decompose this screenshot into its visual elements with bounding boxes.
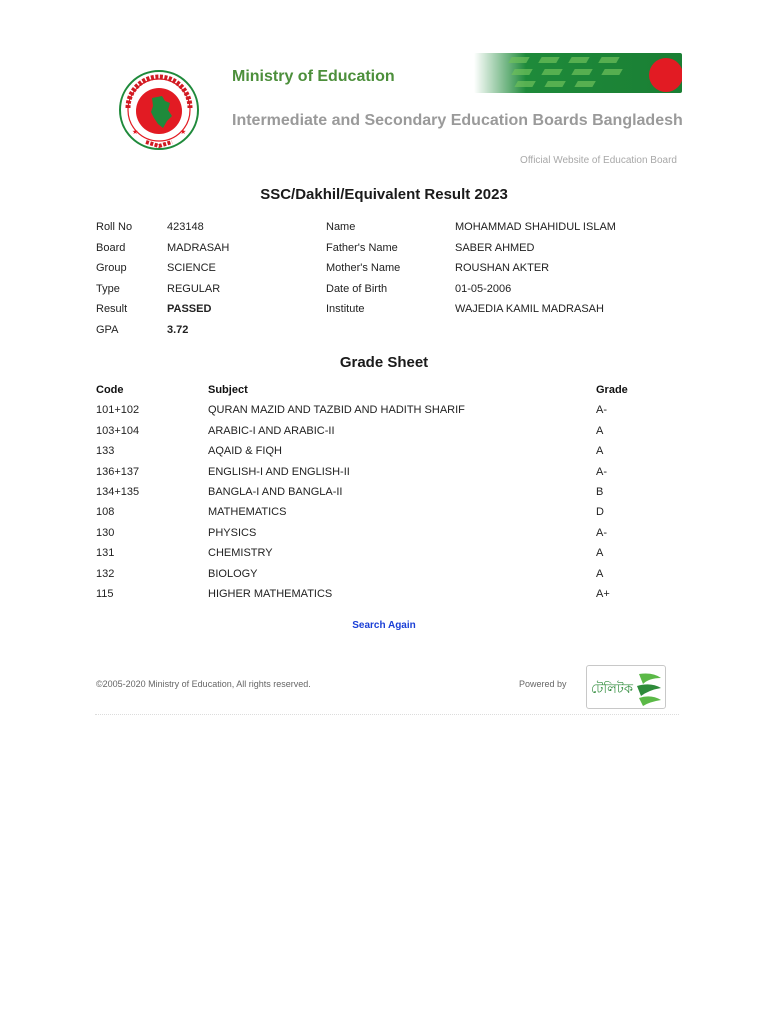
info-row (96, 303, 696, 324)
info-row (96, 262, 696, 283)
govt-seal-logo (118, 68, 200, 156)
subject-name: ENGLISH-I AND ENGLISH-II (208, 465, 350, 478)
student-info (96, 221, 696, 344)
gpa-value: 3.72 (167, 323, 189, 336)
teletalk-logo[interactable] (586, 665, 666, 709)
name-label: Name (326, 221, 356, 233)
table-row (96, 425, 696, 445)
subject-code: 133 (96, 445, 115, 458)
dob-label: Date of Birth (326, 282, 388, 295)
teletalk-logo-icon (587, 666, 665, 708)
svg-text:★: ★ (180, 128, 187, 136)
subject-header: Subject (208, 384, 248, 396)
subject-grade: D (596, 506, 604, 519)
subject-grade: A (596, 567, 604, 580)
subject-code: 108 (96, 506, 115, 519)
subject-grade: A (596, 424, 604, 437)
subject-code: 103+104 (96, 424, 140, 437)
code-header: Code (96, 384, 124, 396)
subject-name: BANGLA-I AND BANGLA-II (208, 485, 343, 498)
type-value: REGULAR (167, 282, 221, 295)
grade-table-header (96, 384, 696, 404)
boards-title: Intermediate and Secondary Education Boards Bangladesh (232, 112, 683, 129)
grade-sheet-title: Grade Sheet (339, 354, 429, 371)
info-row (96, 242, 696, 263)
mother-value: ROUSHAN AKTER (455, 262, 550, 274)
subject-grade: A (596, 445, 604, 458)
subject-name: CHEMISTRY (208, 547, 273, 560)
father-label: Father's Name (326, 241, 398, 254)
name-value: MOHAMMAD SHAHIDUL ISLAM (455, 221, 616, 233)
result-label: Result (96, 303, 128, 315)
table-row (96, 445, 696, 465)
subject-grade: A- (596, 465, 607, 478)
result-title: SSC/Dakhil/Equivalent Result 2023 (260, 186, 508, 203)
father-value: SABER AHMED (455, 241, 535, 254)
subject-name: AQAID & FIQH (208, 445, 282, 458)
dob-value: 01-05-2006 (455, 282, 512, 295)
table-row (96, 547, 696, 567)
copyright-text: ©2005-2020 Ministry of Education, All rights reserved. (96, 679, 311, 689)
mother-label: Mother's Name (326, 262, 401, 274)
group-label: Group (96, 262, 127, 274)
table-row (96, 568, 696, 588)
subject-code: 136+137 (96, 465, 140, 478)
subject-code: 115 (96, 587, 114, 600)
roll-label: Roll No (96, 221, 133, 233)
grade-table (96, 384, 696, 608)
type-label: Type (96, 282, 120, 295)
group-value: SCIENCE (167, 262, 216, 274)
info-row (96, 324, 696, 345)
subject-name: BIOLOGY (208, 567, 258, 580)
subject-name: PHYSICS (208, 526, 257, 539)
teletalk-logo-text: টেলিটক (591, 682, 633, 697)
table-row (96, 588, 696, 608)
info-row (96, 221, 696, 242)
svg-text:★: ★ (132, 128, 139, 136)
search-again-link[interactable]: Search Again (352, 620, 416, 631)
subject-grade: A- (596, 404, 607, 417)
institute-value: WAJEDIA KAMIL MADRASAH (455, 303, 604, 315)
table-row (96, 486, 696, 506)
flag-banner-image (474, 53, 682, 93)
institute-label: Institute (326, 303, 365, 315)
official-website-label: Official Website of Education Board (520, 155, 677, 166)
subject-grade: A- (596, 526, 607, 539)
table-row (96, 527, 696, 547)
table-row (96, 404, 696, 424)
ministry-title: Ministry of Education (232, 68, 395, 85)
roll-value: 423148 (167, 221, 204, 233)
info-row (96, 283, 696, 304)
subject-name: QURAN MAZID AND TAZBID AND HADITH SHARIF (208, 404, 465, 417)
subject-code: 130 (96, 526, 115, 539)
table-row (96, 506, 696, 526)
subject-grade: B (596, 485, 604, 498)
footer-divider (95, 714, 679, 717)
powered-by-label: Powered by (519, 679, 567, 689)
subject-code: 131 (96, 547, 115, 560)
subject-code: 134+135 (96, 485, 140, 498)
subject-grade: A (596, 547, 604, 560)
board-label: Board (96, 241, 126, 254)
subject-grade: A+ (596, 587, 610, 600)
result-value: PASSED (167, 303, 212, 315)
subject-name: HIGHER MATHEMATICS (208, 587, 333, 600)
subject-code: 101+102 (96, 404, 140, 417)
gpa-label: GPA (96, 323, 119, 336)
grade-header: Grade (596, 384, 628, 396)
table-row (96, 466, 696, 486)
subject-code: 132 (96, 567, 115, 580)
board-value: MADRASAH (167, 241, 230, 254)
subject-name: MATHEMATICS (208, 506, 287, 519)
subject-name: ARABIC-I AND ARABIC-II (208, 424, 335, 437)
